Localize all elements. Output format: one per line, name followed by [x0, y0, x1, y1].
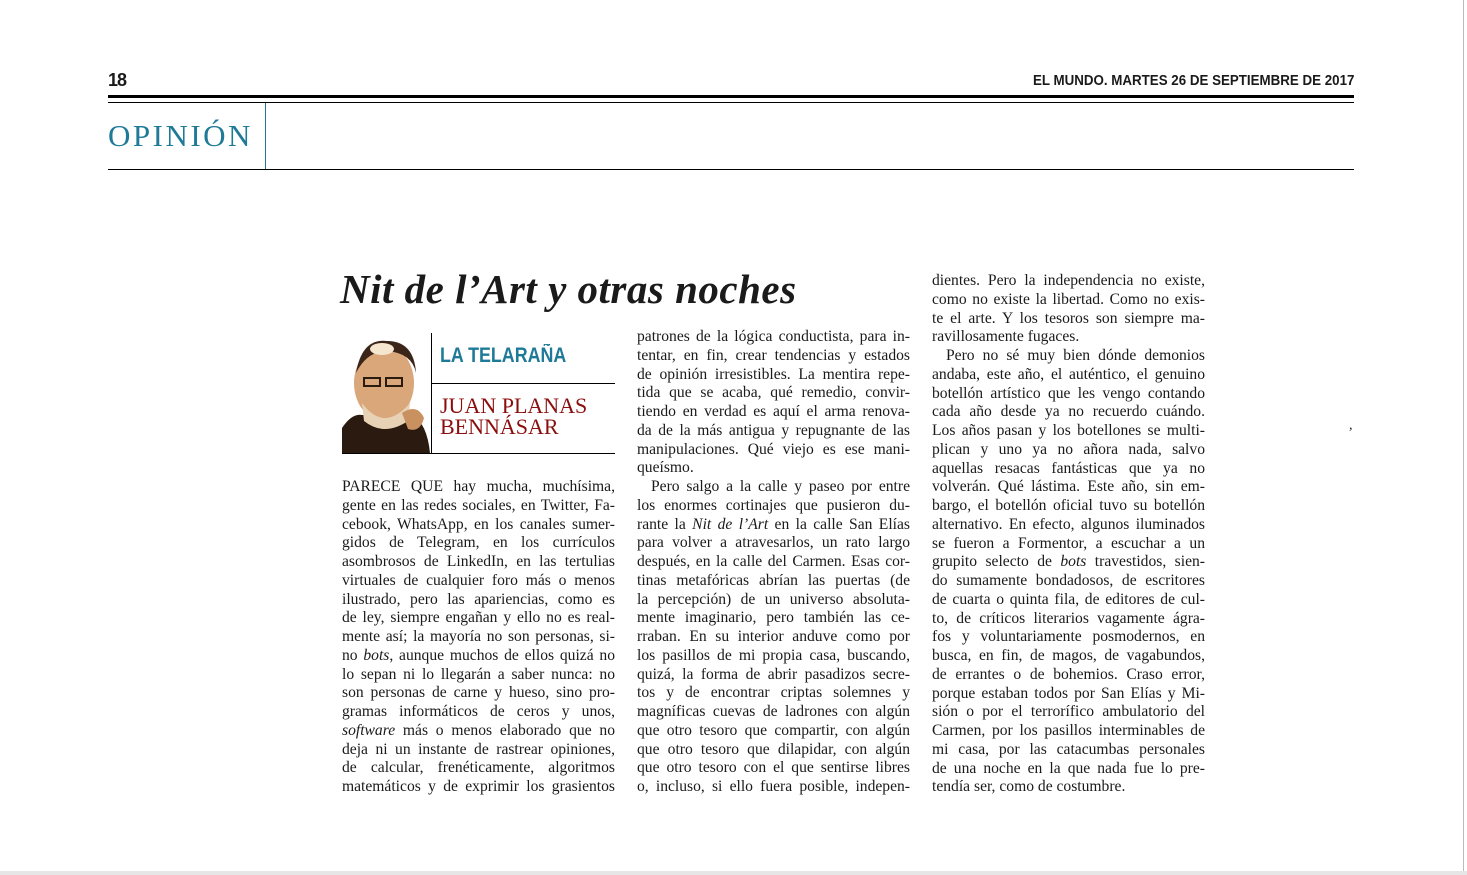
text-line: que otro tesoro con el que sentirse libres: [637, 759, 910, 777]
text-line: porque estaban todos por San Elías y Mi-: [932, 684, 1205, 702]
page-edge: [1463, 0, 1464, 875]
section-divider: [265, 103, 266, 170]
text-line: rraban. En su interior anduve como por: [637, 628, 910, 645]
text-line: do sumamente bondadosos, de escritores: [932, 572, 1205, 589]
author-name-line: JUAN PLANAS: [440, 393, 588, 418]
header-thick-rule: [108, 95, 1354, 98]
section-title: OPINIÓN: [108, 118, 253, 153]
text-line: aquellas resacas fantásticas que ya no: [932, 459, 1205, 477]
italic-text: software: [342, 721, 396, 739]
text-line: gente en las redes sociales, en Twitter, Fa-: [342, 496, 615, 514]
text-line: virtuales de cualquier foro más o menos: [342, 571, 615, 589]
text-line: alternativo. En efecto, algunos iluminados: [932, 515, 1205, 533]
text-line: tendía ser, como de costumbre.: [932, 778, 1126, 796]
text-column-2: [637, 328, 910, 797]
text-line: mente así; la mayoría no son personas, si-: [342, 628, 615, 645]
text-line: andaba, este año, el auténtico, el genuino: [932, 365, 1205, 383]
text-line: [932, 553, 1205, 572]
text-segment: , aunque muchos de ellos quizá no: [389, 646, 615, 664]
author-name-line: BENNÁSAR: [440, 414, 559, 439]
text-line: que otro tesoro que dilapidar, con algún: [637, 740, 910, 758]
text-segment: en la calle San Elías: [768, 515, 910, 533]
author-name: [440, 395, 587, 437]
text-line: tentar, en fin, crear tendencias y estados: [637, 346, 910, 364]
text-line: [637, 516, 910, 535]
text-line: después, en la calle del Carmen. Esas cor-: [637, 553, 910, 570]
text-line: son personas de carne y hueso, sino pro-: [342, 684, 615, 702]
text-line: sión o por el terrorífico ambulatorio del: [932, 703, 1205, 721]
text-line: da de la más antigua y repugnante de las: [637, 421, 910, 439]
text-line: los pasillos de mi propia casa, buscando,: [637, 646, 910, 664]
byline-bottom-rule: [342, 453, 615, 454]
header-thin-rule: [108, 102, 1354, 103]
text-line: manipulaciones. Qué viejo es ese mani-: [637, 440, 910, 458]
text-line: que otro tesoro que compartir, con algún: [637, 721, 910, 739]
text-line: te el arte. Y los tesoros son siempre ma-: [932, 309, 1205, 327]
byline-middle-rule: [431, 383, 615, 384]
text-line: de cuarta o quinta fila, de editores de cul-: [932, 590, 1205, 608]
text-line: magníficas cuevas de ladrones con algún: [637, 703, 910, 720]
text-line: volverán. Qué lástima. Este año, sin em-: [932, 478, 1205, 496]
text-line: de ley, siempre engañan y ello no es real-: [342, 609, 615, 627]
text-line: Pero no sé muy bien dónde demonios: [946, 347, 1205, 364]
text-line: gramas informáticos de ceros y unos,: [342, 703, 615, 720]
section-bottom-rule: [108, 169, 1354, 170]
text-line: fos y voluntariamente posmodernos, en: [932, 628, 1205, 646]
text-line: Los años pasan y los botellones se multi-: [932, 422, 1205, 439]
text-line: tos y de encontrar criptas solemnes y: [637, 684, 910, 702]
text-line: [342, 722, 615, 741]
text-line: [342, 647, 615, 666]
text-line: los enormes cortinajes que pusieron du-: [637, 496, 910, 514]
text-segment: travestidos, sien-: [1086, 553, 1205, 571]
text-line: bargo, el botellón oficial tuvo su botellón: [932, 497, 1205, 514]
text-line: mente imaginario, pero también las ce-: [637, 609, 910, 627]
text-line: dientes. Pero la independencia no existe,: [932, 272, 1205, 289]
text-line: para volver a atravesarlos, un rato largo: [637, 534, 910, 552]
text-line: PARECE QUE hay mucha, muchísima,: [342, 478, 615, 495]
text-line: mi casa, por las catacumbas personales: [932, 740, 1205, 758]
text-line: Carmen, por los pasillos interminables de: [932, 722, 1205, 739]
italic-text: bots: [1060, 553, 1087, 571]
text-line: cebook, WhatsApp, en los canales sumer-: [342, 515, 615, 533]
text-segment: rante la: [637, 515, 693, 533]
text-line: la percepción) de un universo absoluta-: [637, 590, 910, 608]
text-column-1: [342, 478, 615, 797]
text-line: deja ni un instante de rastrear opiniones,: [342, 740, 615, 758]
text-line: queísmo.: [637, 459, 694, 477]
stray-mark: ,: [1349, 418, 1353, 433]
text-line: matemáticos y de exprimir los grasientos: [342, 778, 615, 795]
byline-vertical-rule: [431, 333, 432, 453]
text-line: quizá, la forma de abrir pasadizos secre-: [637, 665, 910, 683]
text-line: botellón artístico que les vengo contando: [932, 384, 1205, 402]
text-line: tinas metafóricas abrían las puertas (de: [637, 571, 910, 589]
text-line: tiendo en verdad es aquí el arma renova-: [637, 403, 910, 420]
viewer-bottom-strip: [0, 871, 1467, 875]
masthead-date: EL MUNDO. MARTES 26 DE SEPTIEMBRE DE 2017: [1032, 73, 1354, 89]
text-line: cada año desde ya no recuerdo cuándo.: [932, 403, 1205, 421]
text-line: gidos de Telegram, en los currículos: [342, 534, 615, 552]
text-line: asombrosos de LinkedIn, en las tertulias: [342, 553, 615, 570]
column-series-name: LA TELARAÑA: [440, 344, 567, 367]
text-line: de una noche en la que nada fue lo pre-: [932, 759, 1205, 777]
text-segment: grupito selecto de: [932, 553, 1061, 571]
page-number: 18: [108, 70, 127, 90]
text-line: ravillosamente fugaces.: [932, 328, 1080, 346]
text-line: de calcular, frenéticamente, algoritmos: [342, 759, 615, 777]
text-line: tida que se acaba, qué remedio, convir-: [637, 384, 910, 402]
text-line: to, de críticos literarios vagamente ágra-: [932, 609, 1205, 627]
article-title: Nit de l’Art y otras noches: [340, 266, 797, 312]
text-line: se fueron a Formentor, a escuchar a un: [932, 534, 1205, 552]
text-line: como no existe la libertad. Como no exis-: [932, 290, 1205, 308]
text-line: busca, en fin, de magos, de vagabundos,: [932, 647, 1205, 664]
text-line: Pero salgo a la calle y paseo por entre: [651, 478, 910, 495]
text-line: o, incluso, si ello fuera posible, indepen-: [637, 778, 910, 795]
text-line: de errantes o de bohemios. Craso error,: [932, 665, 1205, 683]
text-segment: no: [342, 646, 364, 664]
author-photo: [342, 333, 430, 453]
text-line: patrones de la lógica conductista, para in-: [637, 328, 910, 345]
text-segment: más o menos elaborado que no: [395, 721, 615, 739]
text-column-3: [932, 272, 1205, 797]
text-line: plican y uno ya no añora nada, salvo: [932, 440, 1205, 458]
italic-text: Nit de l’Art: [692, 515, 769, 533]
text-line: de opinión irresistibles. La mentira repe-: [637, 365, 910, 383]
text-line: lo sepan ni lo llegarán a saber nunca: no: [342, 665, 615, 683]
italic-text: bots: [363, 646, 390, 664]
text-line: ilustrado, pero las apariencias, como es: [342, 590, 615, 608]
